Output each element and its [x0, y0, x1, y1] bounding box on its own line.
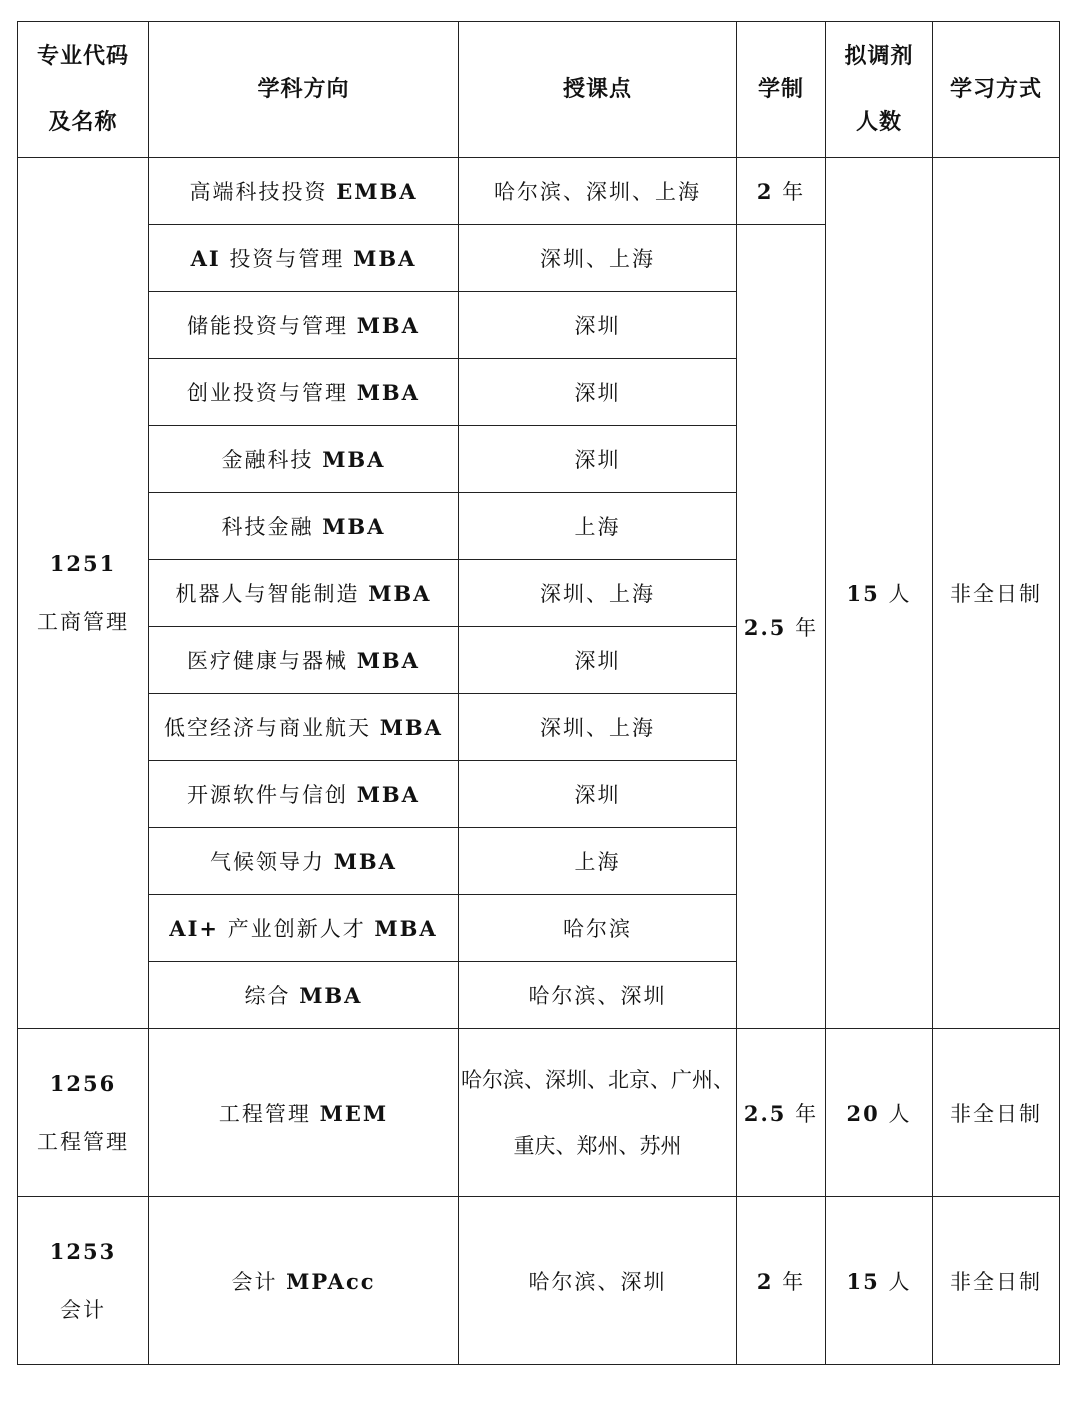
header-duration: 学制 — [737, 22, 826, 158]
location-cell: 深圳、上海 — [459, 560, 737, 627]
direction-cn: 储能投资与管理 — [187, 314, 348, 338]
direction-cell — [149, 493, 459, 560]
table-row — [18, 1029, 1060, 1197]
duration-num: 2 — [756, 179, 774, 204]
location-cell: 深圳 — [459, 292, 737, 359]
location-cell: 哈尔滨、深圳、上海 — [459, 158, 737, 225]
direction-en: MEM — [319, 1100, 389, 1126]
direction-cell — [149, 292, 459, 359]
major-code: 1256 — [49, 1070, 117, 1096]
quota-unit: 人 — [888, 1269, 912, 1294]
major-name: 工商管理 — [37, 610, 129, 634]
location-cell: 上海 — [459, 493, 737, 560]
direction-en: MBA — [356, 648, 420, 673]
header-location: 授课点 — [459, 22, 737, 158]
major-code: 1251 — [49, 551, 117, 576]
direction-cell — [149, 359, 459, 426]
direction-cell — [149, 828, 459, 895]
mode-cell: 非全日制 — [933, 1197, 1060, 1365]
mode-cell: 非全日制 — [933, 158, 1060, 1029]
quota-cell — [826, 158, 933, 1029]
direction-en: EMBA — [336, 179, 418, 204]
direction-cn: 气候领导力 — [210, 850, 325, 874]
header-quota — [826, 22, 933, 158]
major-cell-1251 — [18, 158, 149, 1029]
header-mode: 学习方式 — [933, 22, 1060, 158]
location-cell: 深圳、上海 — [459, 694, 737, 761]
location-cell: 深圳 — [459, 761, 737, 828]
direction-en: MBA — [322, 514, 386, 539]
duration-num: 2 — [756, 1268, 774, 1294]
header-quota-line2: 人数 — [855, 109, 902, 135]
duration-unit: 年 — [782, 1269, 806, 1294]
direction-en: MBA — [356, 782, 420, 807]
table-row — [18, 1197, 1060, 1365]
direction-cn: 科技金融 — [221, 515, 314, 539]
direction-cn: 投资与管理 — [229, 247, 345, 271]
quota-cell — [826, 1197, 933, 1365]
direction-en: MBA — [379, 715, 443, 740]
direction-cn: 机器人与智能制造 — [175, 582, 360, 606]
direction-cell — [149, 761, 459, 828]
direction-en: MBA — [353, 246, 417, 271]
location-cell: 深圳、上海 — [459, 225, 737, 292]
direction-cell — [149, 1197, 459, 1365]
duration-cell — [737, 158, 826, 225]
direction-cell — [149, 627, 459, 694]
major-code: 1253 — [49, 1238, 117, 1264]
direction-en: MBA — [356, 380, 420, 405]
direction-cell — [149, 158, 459, 225]
header-major — [18, 22, 149, 158]
duration-num: 2.5 — [743, 614, 787, 640]
direction-en: MBA — [368, 581, 432, 606]
direction-cell — [149, 694, 459, 761]
quota-cell — [826, 1029, 933, 1197]
direction-cell — [149, 1029, 459, 1197]
major-name: 工程管理 — [37, 1129, 129, 1154]
direction-cn: 开源软件与信创 — [187, 783, 348, 807]
location-cell — [459, 1029, 737, 1197]
direction-en: MBA — [356, 313, 420, 338]
location-cell: 哈尔滨、深圳 — [459, 962, 737, 1029]
direction-cell — [149, 426, 459, 493]
quota-unit: 人 — [888, 582, 912, 606]
header-row — [18, 22, 1060, 158]
mode-cell: 非全日制 — [933, 1029, 1060, 1197]
program-table — [17, 21, 1060, 1365]
direction-cell — [149, 560, 459, 627]
duration-unit: 年 — [782, 180, 806, 204]
direction-prefix: AI — [190, 246, 221, 271]
header-major-line1: 专业代码 — [36, 43, 129, 69]
direction-cn: 综合 — [244, 984, 291, 1008]
major-cell-1253 — [18, 1197, 149, 1365]
direction-en: MBA — [333, 849, 397, 874]
location-cell: 哈尔滨 — [459, 895, 737, 962]
direction-cn: 工程管理 — [218, 1101, 311, 1126]
direction-cell — [149, 962, 459, 1029]
location-line1: 哈尔滨、深圳、北京、广州、 — [461, 1067, 734, 1092]
quota-num: 20 — [846, 1100, 880, 1126]
direction-en: MBA — [322, 447, 386, 472]
program-table-container — [17, 21, 1060, 1365]
direction-prefix: AI+ — [169, 916, 220, 941]
location-cell: 上海 — [459, 828, 737, 895]
direction-cn: 医疗健康与器械 — [187, 649, 348, 673]
direction-cn: 创业投资与管理 — [187, 381, 348, 405]
direction-en: MBA — [299, 983, 363, 1008]
duration-cell — [737, 1197, 826, 1365]
location-cell: 深圳 — [459, 359, 737, 426]
header-direction: 学科方向 — [149, 22, 459, 158]
direction-cn: 产业创新人才 — [227, 917, 366, 941]
direction-cn: 低空经济与商业航天 — [164, 716, 371, 740]
duration-cell — [737, 225, 826, 1029]
location-line2: 重庆、郑州、苏州 — [513, 1133, 682, 1158]
direction-cn: 金融科技 — [221, 448, 314, 472]
duration-num: 2.5 — [743, 1100, 787, 1126]
quota-unit: 人 — [888, 1101, 912, 1126]
duration-cell — [737, 1029, 826, 1197]
location-cell: 哈尔滨、深圳 — [459, 1197, 737, 1365]
quota-num: 15 — [846, 1268, 880, 1294]
quota-num: 15 — [846, 581, 880, 606]
header-major-line2: 及名称 — [48, 109, 118, 135]
header-quota-line1: 拟调剂 — [844, 43, 914, 69]
direction-cn: 会计 — [231, 1269, 278, 1294]
location-cell: 深圳 — [459, 627, 737, 694]
direction-en: MBA — [374, 916, 438, 941]
direction-cell — [149, 225, 459, 292]
direction-cell — [149, 895, 459, 962]
major-name: 会计 — [60, 1297, 106, 1322]
location-cell: 深圳 — [459, 426, 737, 493]
duration-unit: 年 — [795, 615, 819, 640]
direction-en: MPAcc — [286, 1268, 376, 1294]
duration-unit: 年 — [795, 1101, 819, 1126]
table-row — [18, 158, 1060, 225]
major-cell-1256 — [18, 1029, 149, 1197]
direction-cn: 高端科技投资 — [189, 180, 328, 204]
